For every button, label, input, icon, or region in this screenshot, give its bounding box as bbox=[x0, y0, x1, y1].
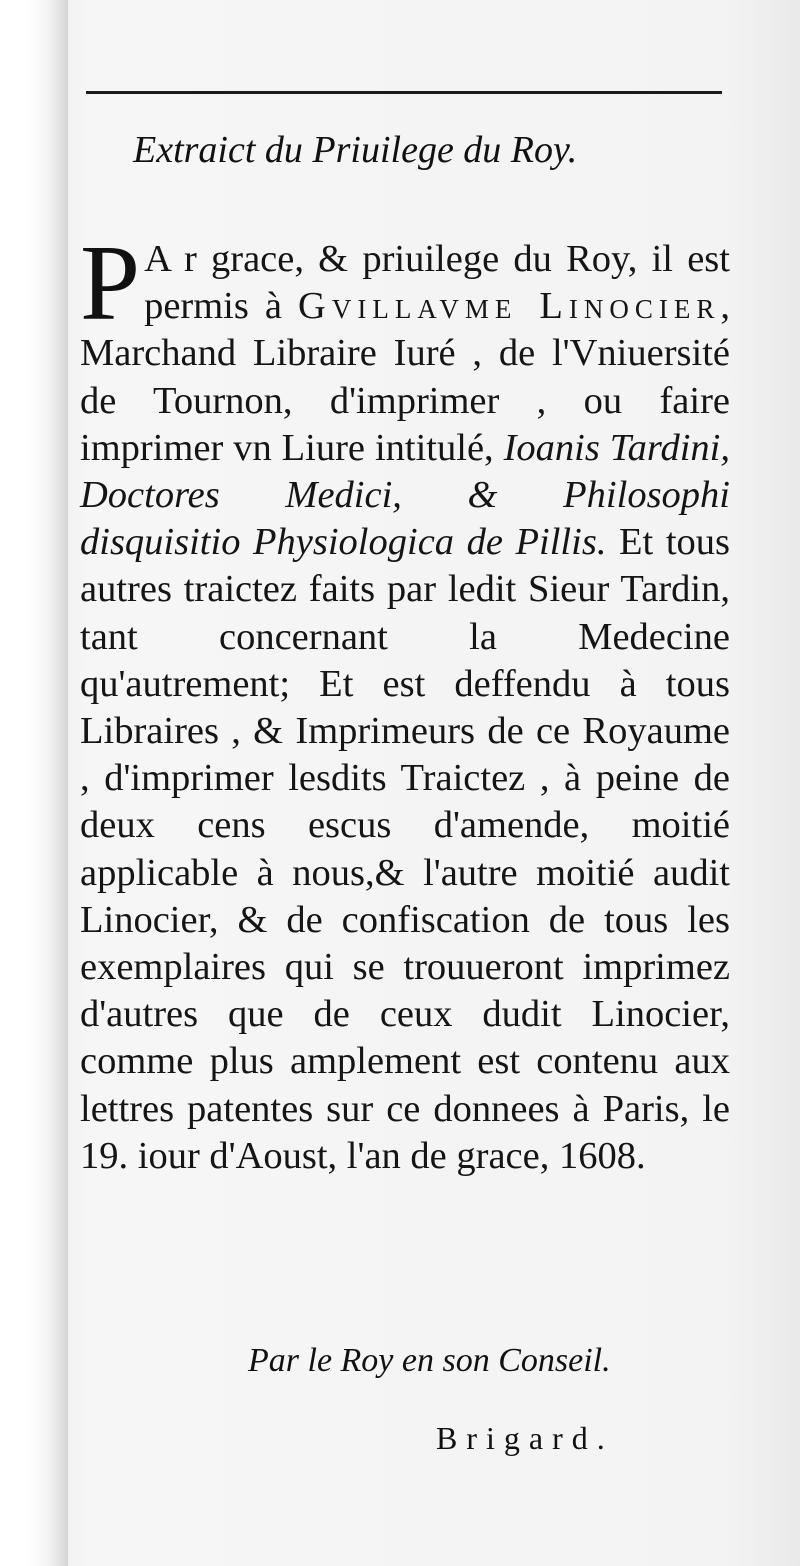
signer-name: Brigard. bbox=[436, 1420, 614, 1456]
printer-name: Gvillavme Linocier bbox=[298, 285, 721, 328]
book-page bbox=[28, 0, 800, 1566]
page-heading: Extraict du Priuilege du Roy. bbox=[133, 129, 578, 171]
top-rule bbox=[86, 91, 722, 94]
book-title: Ioanis Tardini, Doctores Medici, & Philosophi disquisitio Physiologica de Pillis. bbox=[80, 426, 730, 564]
privilege-text bbox=[80, 224, 730, 1180]
privilege-text-part-1: A r grace, & priuilege du Roy, il est permis à bbox=[144, 238, 730, 328]
privilege-text-part-2: , Marchand Libraire Iuré , de l'Vniuersité de Tournon, d'imprimer , ou faire imprimer vn Liure intitulé, bbox=[80, 285, 730, 469]
drop-cap: P bbox=[80, 224, 141, 343]
page-binding-shadow bbox=[28, 0, 68, 1566]
privilege-text-part-3: Et tous autres traictez faits par ledit Sieur Tardin, tant concernant la Medecine qu'autrement; Et est deffendu à tous Libraires , & Imprimeurs de ce Royaume , d'imprimer lesdits Traictez , à peine de deux cens escus d'amende, moitié applicable à nous,& l'autre moitié audit Linocier, & de confiscation de tous les exemplaires qui se trouueront imprimez d'autres que de ceux dudit Linocier, comme plus amplement est contenu aux lettres patentes sur ce donnees à Paris, le 19. iour d'Aoust, l'an de grace, 1608. bbox=[80, 521, 730, 1177]
signature-line: Par le Roy en son Conseil. bbox=[248, 1342, 611, 1379]
